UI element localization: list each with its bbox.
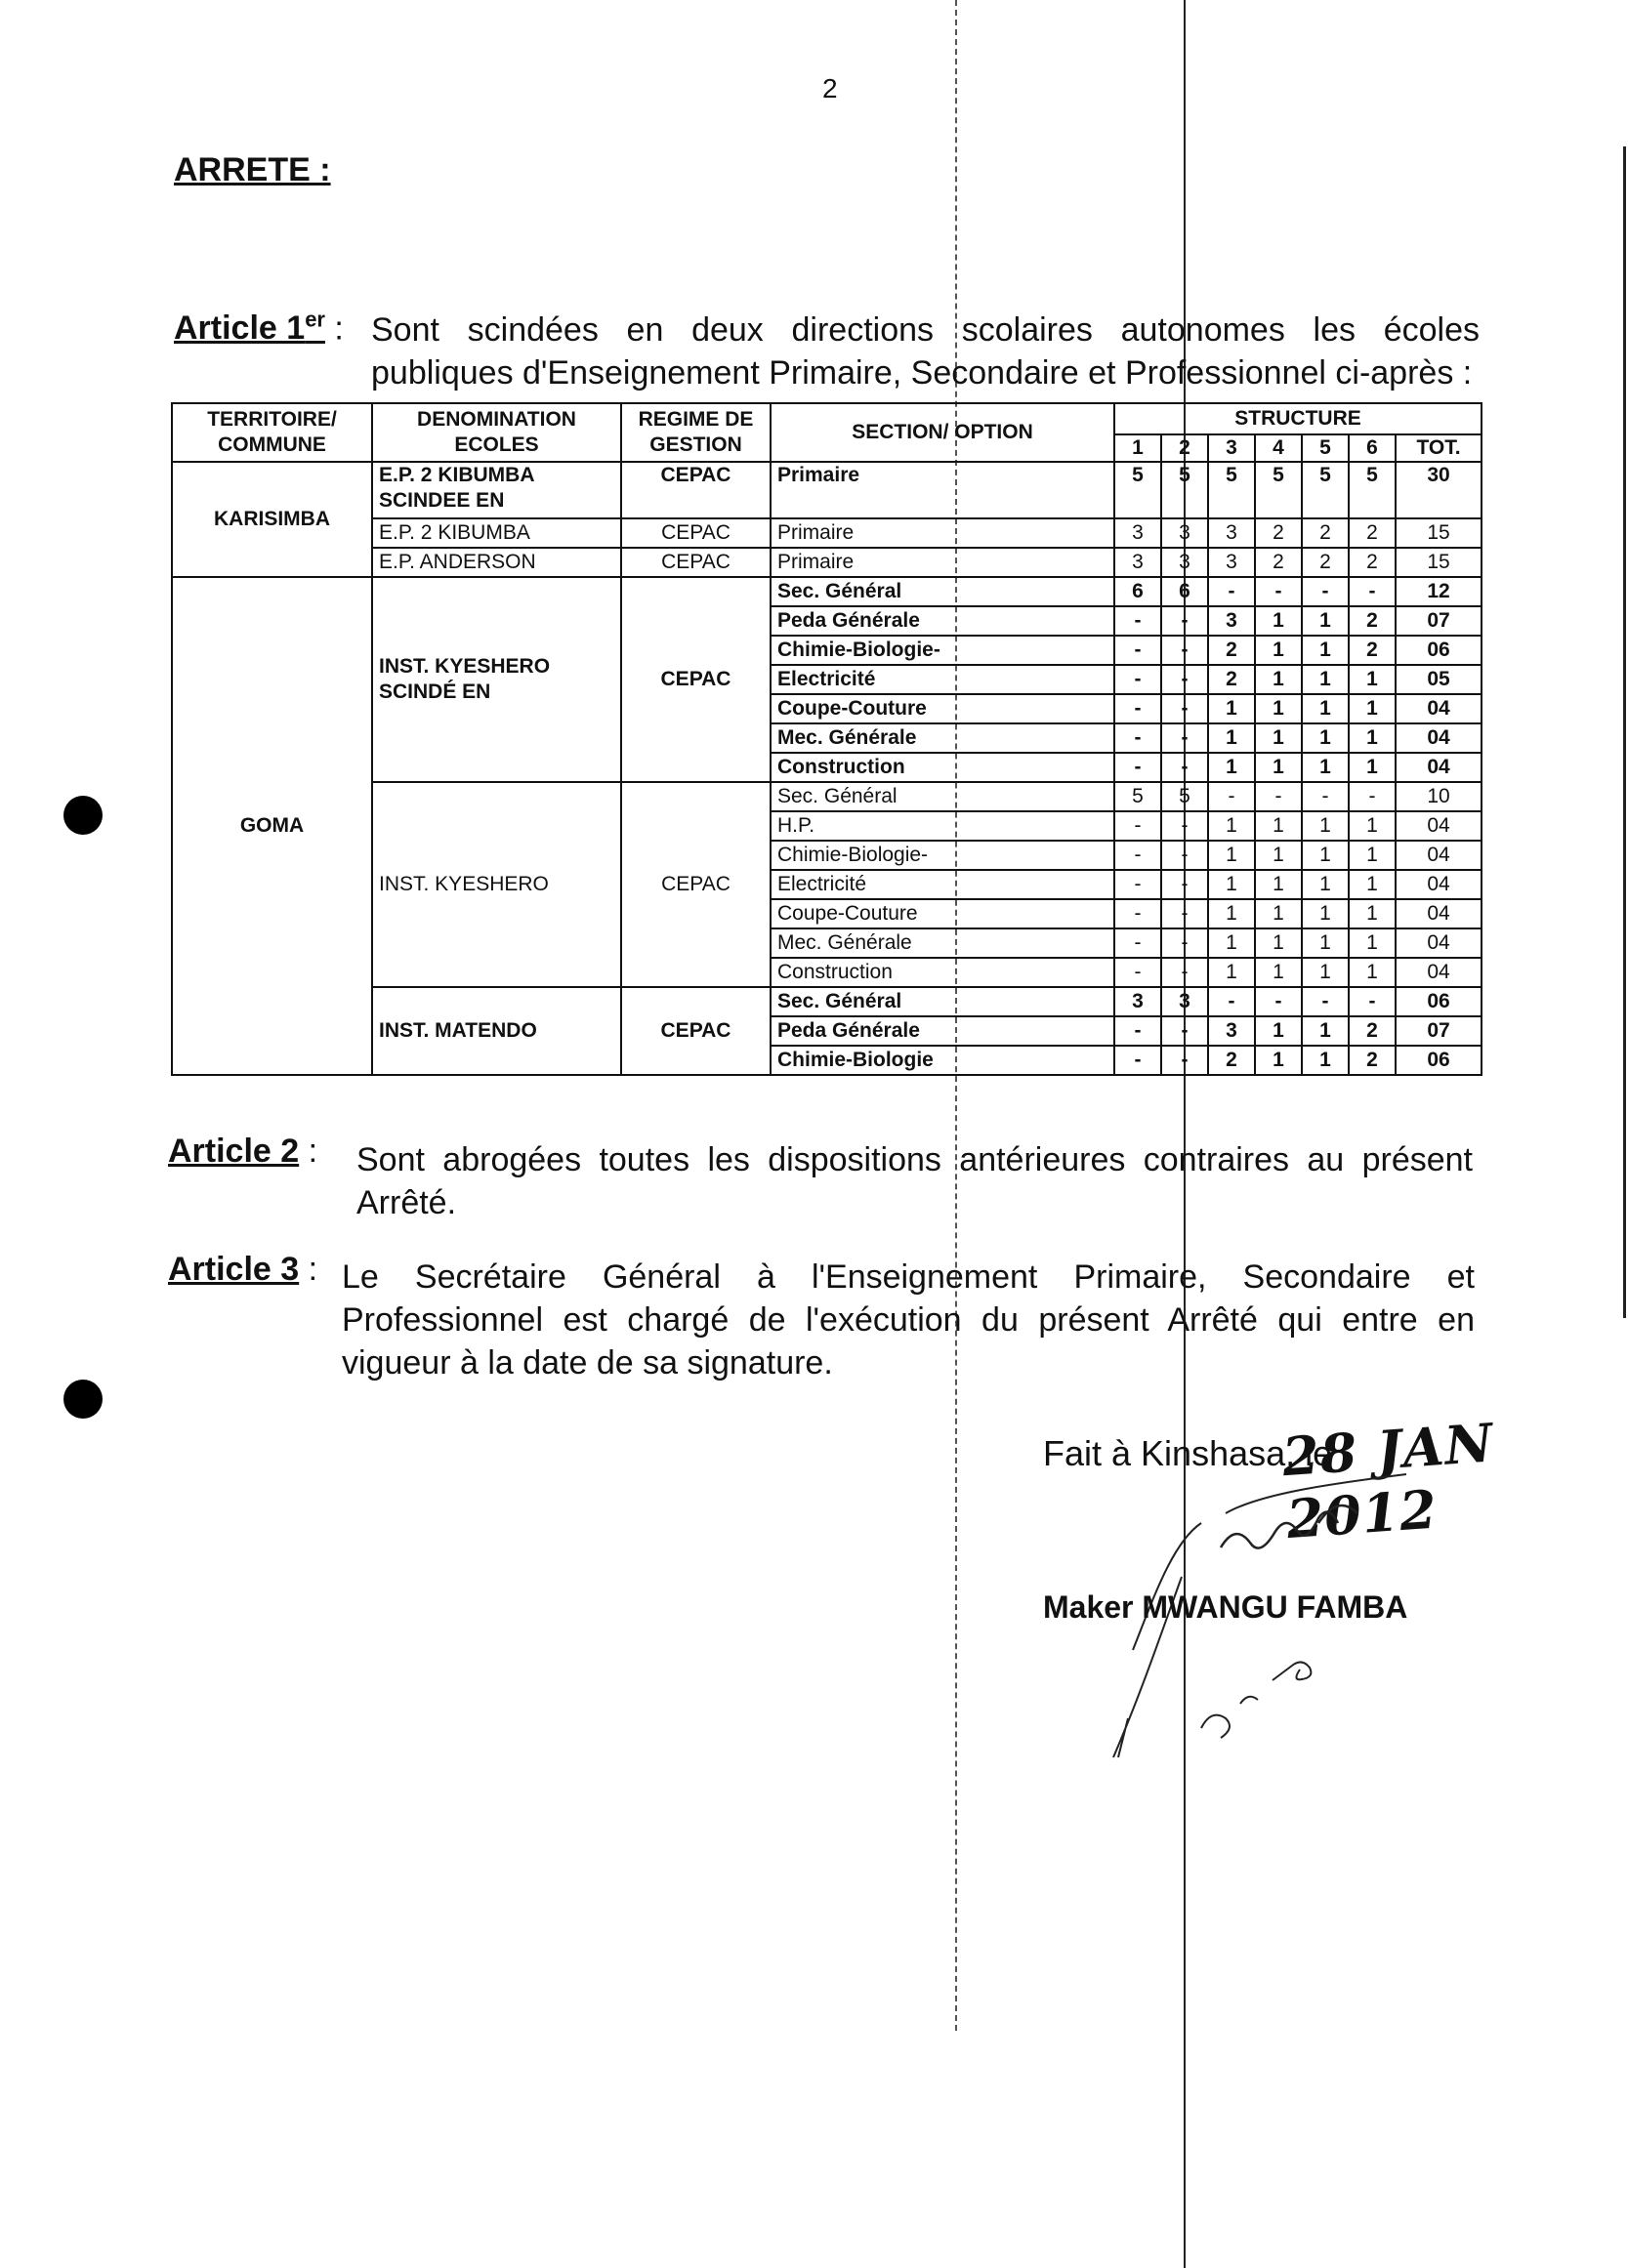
year-value-cell: - xyxy=(1208,987,1255,1016)
signature-place: Fait à Kinshasa, le xyxy=(1043,1433,1333,1473)
punch-hole xyxy=(63,796,103,835)
year-value-cell: 5 xyxy=(1114,782,1161,811)
year-value-cell: 5 xyxy=(1208,462,1255,518)
year-value-cell: - xyxy=(1302,782,1349,811)
year-value-cell: - xyxy=(1161,753,1208,782)
school-name-cell: INST. KYESHERO SCINDÉ EN xyxy=(372,577,621,782)
section-cell: Primaire xyxy=(771,518,1114,548)
year-value-cell: - xyxy=(1114,811,1161,841)
header-year: 5 xyxy=(1302,434,1349,462)
year-value-cell: 1 xyxy=(1255,1046,1302,1075)
year-value-cell: 6 xyxy=(1161,577,1208,606)
year-value-cell: 1 xyxy=(1302,870,1349,899)
year-value-cell: 2 xyxy=(1349,548,1396,577)
year-value-cell: 1 xyxy=(1255,958,1302,987)
year-value-cell: 1 xyxy=(1255,694,1302,723)
year-value-cell: 1 xyxy=(1255,1016,1302,1046)
year-value-cell: 3 xyxy=(1208,548,1255,577)
year-value-cell: 1 xyxy=(1302,636,1349,665)
total-cell: 07 xyxy=(1396,1016,1482,1046)
year-value-cell: - xyxy=(1114,694,1161,723)
section-cell: Primaire xyxy=(771,462,1114,518)
section-cell: Electricité xyxy=(771,870,1114,899)
year-value-cell: - xyxy=(1114,1016,1161,1046)
total-cell: 06 xyxy=(1396,1046,1482,1075)
year-value-cell: 3 xyxy=(1208,518,1255,548)
year-value-cell: 5 xyxy=(1114,462,1161,518)
arrete-heading: ARRETE : xyxy=(174,151,331,188)
year-value-cell: 2 xyxy=(1349,1016,1396,1046)
year-value-cell: 1 xyxy=(1302,899,1349,928)
year-value-cell: - xyxy=(1255,782,1302,811)
year-value-cell: 1 xyxy=(1349,958,1396,987)
year-value-cell: - xyxy=(1114,870,1161,899)
year-value-cell: 1 xyxy=(1302,723,1349,753)
year-value-cell: 1 xyxy=(1349,870,1396,899)
year-value-cell: 1 xyxy=(1255,636,1302,665)
year-value-cell: 1 xyxy=(1208,958,1255,987)
section-cell: Coupe-Couture xyxy=(771,899,1114,928)
year-value-cell: 3 xyxy=(1114,518,1161,548)
year-value-cell: 1 xyxy=(1302,1016,1349,1046)
year-value-cell: 3 xyxy=(1208,606,1255,636)
header-denomination: DENOMINATION ECOLES xyxy=(372,403,621,462)
table-row xyxy=(172,577,1482,606)
year-value-cell: - xyxy=(1161,606,1208,636)
year-value-cell: - xyxy=(1161,811,1208,841)
year-value-cell: 5 xyxy=(1255,462,1302,518)
year-value-cell: 3 xyxy=(1114,987,1161,1016)
year-value-cell: 2 xyxy=(1349,518,1396,548)
article-3-label: Article 3 : xyxy=(168,1251,318,1288)
year-value-cell: 1 xyxy=(1302,665,1349,694)
year-value-cell: - xyxy=(1114,636,1161,665)
header-regime: REGIME DE GESTION xyxy=(621,403,771,462)
section-cell: Peda Générale xyxy=(771,1016,1114,1046)
article-3-text: Le Secrétaire Général à l'Enseignement Primaire, Secondaire et Professionnel est chargé de l'exécution du présent Arrêté qui entre en vigueur à la date de sa signature. xyxy=(342,1258,1475,1381)
territoire-cell: GOMA xyxy=(172,577,372,1075)
total-cell: 04 xyxy=(1396,694,1482,723)
school-name-cell: INST. MATENDO xyxy=(372,987,621,1075)
year-value-cell: 6 xyxy=(1114,577,1161,606)
total-cell: 04 xyxy=(1396,841,1482,870)
year-value-cell: 2 xyxy=(1349,606,1396,636)
year-value-cell: 1 xyxy=(1349,841,1396,870)
total-cell: 05 xyxy=(1396,665,1482,694)
year-value-cell: 1 xyxy=(1255,811,1302,841)
total-cell: 04 xyxy=(1396,811,1482,841)
year-value-cell: 1 xyxy=(1208,899,1255,928)
year-value-cell: 1 xyxy=(1302,1046,1349,1075)
year-value-cell: 2 xyxy=(1255,518,1302,548)
section-cell: Coupe-Couture xyxy=(771,694,1114,723)
year-value-cell: - xyxy=(1114,753,1161,782)
regime-cell: CEPAC xyxy=(621,577,771,782)
year-value-cell: 1 xyxy=(1255,723,1302,753)
section-cell: Sec. Général xyxy=(771,987,1114,1016)
total-cell: 04 xyxy=(1396,928,1482,958)
total-cell: 04 xyxy=(1396,958,1482,987)
year-value-cell: - xyxy=(1114,665,1161,694)
section-cell: Electricité xyxy=(771,665,1114,694)
total-cell: 15 xyxy=(1396,518,1482,548)
section-cell: Peda Générale xyxy=(771,606,1114,636)
year-value-cell: - xyxy=(1302,987,1349,1016)
total-cell: 04 xyxy=(1396,753,1482,782)
article-1-text: Sont scindées en deux directions scolaires autonomes les écoles publiques d'Enseignement Primaire, Secondaire et Professionnel ci-après : xyxy=(371,311,1480,392)
year-value-cell: - xyxy=(1114,606,1161,636)
section-cell: Chimie-Biologie xyxy=(771,1046,1114,1075)
total-cell: 06 xyxy=(1396,636,1482,665)
section-cell: Construction xyxy=(771,753,1114,782)
year-value-cell: - xyxy=(1161,1016,1208,1046)
year-value-cell: - xyxy=(1349,987,1396,1016)
year-value-cell: - xyxy=(1161,694,1208,723)
year-value-cell: 2 xyxy=(1208,665,1255,694)
year-value-cell: - xyxy=(1114,841,1161,870)
section-cell: Mec. Générale xyxy=(771,723,1114,753)
year-value-cell: 2 xyxy=(1349,636,1396,665)
header-total: TOT. xyxy=(1396,434,1482,462)
year-value-cell: 3 xyxy=(1161,518,1208,548)
total-cell: 12 xyxy=(1396,577,1482,606)
year-value-cell: - xyxy=(1161,899,1208,928)
article-2-text: Sont abrogées toutes les dispositions antérieures contraires au présent Arrêté. xyxy=(356,1141,1473,1221)
year-value-cell: - xyxy=(1161,841,1208,870)
regime-cell: CEPAC xyxy=(621,548,771,577)
year-value-cell: 2 xyxy=(1349,1046,1396,1075)
year-value-cell: 1 xyxy=(1349,899,1396,928)
total-cell: 10 xyxy=(1396,782,1482,811)
year-value-cell: - xyxy=(1255,987,1302,1016)
section-cell: Sec. Général xyxy=(771,782,1114,811)
year-value-cell: 1 xyxy=(1255,841,1302,870)
total-cell: 06 xyxy=(1396,987,1482,1016)
year-value-cell: 1 xyxy=(1208,694,1255,723)
year-value-cell: 1 xyxy=(1302,958,1349,987)
school-name-cell: E.P. ANDERSON xyxy=(372,548,621,577)
total-cell: 04 xyxy=(1396,899,1482,928)
year-value-cell: - xyxy=(1302,577,1349,606)
school-name-cell: E.P. 2 KIBUMBA xyxy=(372,518,621,548)
year-value-cell: 2 xyxy=(1208,1046,1255,1075)
year-value-cell: 5 xyxy=(1302,462,1349,518)
header-structure: STRUCTURE xyxy=(1114,403,1482,434)
year-value-cell: 1 xyxy=(1349,694,1396,723)
table-row xyxy=(172,462,1482,518)
year-value-cell: - xyxy=(1161,636,1208,665)
total-cell: 15 xyxy=(1396,548,1482,577)
year-value-cell: 1 xyxy=(1255,606,1302,636)
year-value-cell: - xyxy=(1161,928,1208,958)
year-value-cell: 1 xyxy=(1302,694,1349,723)
year-value-cell: 1 xyxy=(1349,753,1396,782)
header-section: SECTION/ OPTION xyxy=(771,403,1114,462)
header-year: 4 xyxy=(1255,434,1302,462)
year-value-cell: 5 xyxy=(1349,462,1396,518)
total-cell: 04 xyxy=(1396,870,1482,899)
year-value-cell: - xyxy=(1114,899,1161,928)
school-name-cell: INST. KYESHERO xyxy=(372,782,621,987)
article-1-label: Article 1er : xyxy=(174,308,344,348)
school-name-cell: E.P. 2 KIBUMBA SCINDEE EN xyxy=(372,462,621,518)
year-value-cell: - xyxy=(1161,958,1208,987)
year-value-cell: 1 xyxy=(1208,841,1255,870)
year-value-cell: - xyxy=(1161,723,1208,753)
year-value-cell: 1 xyxy=(1208,753,1255,782)
year-value-cell: 1 xyxy=(1302,753,1349,782)
punch-hole xyxy=(63,1380,103,1419)
year-value-cell: 1 xyxy=(1255,753,1302,782)
year-value-cell: 1 xyxy=(1208,811,1255,841)
section-cell: H.P. xyxy=(771,811,1114,841)
section-cell: Chimie-Biologie- xyxy=(771,636,1114,665)
year-value-cell: - xyxy=(1114,958,1161,987)
year-value-cell: 2 xyxy=(1255,548,1302,577)
section-cell: Construction xyxy=(771,958,1114,987)
year-value-cell: 3 xyxy=(1161,987,1208,1016)
year-value-cell: - xyxy=(1255,577,1302,606)
header-year: 6 xyxy=(1349,434,1396,462)
year-value-cell: 1 xyxy=(1302,928,1349,958)
year-value-cell: 1 xyxy=(1208,723,1255,753)
regime-cell: CEPAC xyxy=(621,518,771,548)
year-value-cell: 1 xyxy=(1255,899,1302,928)
year-value-cell: - xyxy=(1114,928,1161,958)
page-number: 2 xyxy=(822,73,838,103)
total-cell: 07 xyxy=(1396,606,1482,636)
year-value-cell: 3 xyxy=(1114,548,1161,577)
total-cell: 30 xyxy=(1396,462,1482,518)
regime-cell: CEPAC xyxy=(621,782,771,987)
section-cell: Chimie-Biologie- xyxy=(771,841,1114,870)
header-year: 2 xyxy=(1161,434,1208,462)
year-value-cell: - xyxy=(1161,665,1208,694)
year-value-cell: 1 xyxy=(1255,870,1302,899)
signature-date: 28 JAN 2012 xyxy=(1279,1411,1496,1551)
year-value-cell: - xyxy=(1161,1046,1208,1075)
regime-cell: CEPAC xyxy=(621,462,771,518)
year-value-cell: 1 xyxy=(1349,665,1396,694)
regime-cell: CEPAC xyxy=(621,987,771,1075)
year-value-cell: - xyxy=(1161,870,1208,899)
year-value-cell: 3 xyxy=(1208,1016,1255,1046)
year-value-cell: - xyxy=(1114,723,1161,753)
year-value-cell: 1 xyxy=(1208,928,1255,958)
section-cell: Mec. Générale xyxy=(771,928,1114,958)
year-value-cell: 1 xyxy=(1349,811,1396,841)
total-cell: 04 xyxy=(1396,723,1482,753)
scan-edge-line xyxy=(1623,146,1626,1318)
year-value-cell: 3 xyxy=(1161,548,1208,577)
year-value-cell: - xyxy=(1349,782,1396,811)
year-value-cell: - xyxy=(1208,577,1255,606)
year-value-cell: 1 xyxy=(1302,606,1349,636)
section-cell: Sec. Général xyxy=(771,577,1114,606)
year-value-cell: 1 xyxy=(1349,723,1396,753)
territoire-cell: KARISIMBA xyxy=(172,462,372,577)
signer-name: Maker MWANGU FAMBA xyxy=(1043,1589,1408,1625)
year-value-cell: 2 xyxy=(1302,518,1349,548)
year-value-cell: 1 xyxy=(1302,811,1349,841)
year-value-cell: 5 xyxy=(1161,462,1208,518)
header-territoire: TERRITOIRE/ COMMUNE xyxy=(172,403,372,462)
year-value-cell: 2 xyxy=(1302,548,1349,577)
year-value-cell: 2 xyxy=(1208,636,1255,665)
year-value-cell: 1 xyxy=(1255,665,1302,694)
header-year: 1 xyxy=(1114,434,1161,462)
year-value-cell: 1 xyxy=(1255,928,1302,958)
header-year: 3 xyxy=(1208,434,1255,462)
year-value-cell: 1 xyxy=(1208,870,1255,899)
section-cell: Primaire xyxy=(771,548,1114,577)
schools-table xyxy=(171,402,1482,1076)
year-value-cell: - xyxy=(1349,577,1396,606)
year-value-cell: - xyxy=(1208,782,1255,811)
year-value-cell: - xyxy=(1114,1046,1161,1075)
year-value-cell: 1 xyxy=(1349,928,1396,958)
year-value-cell: 5 xyxy=(1161,782,1208,811)
year-value-cell: 1 xyxy=(1302,841,1349,870)
article-2-label: Article 2 : xyxy=(168,1133,318,1170)
